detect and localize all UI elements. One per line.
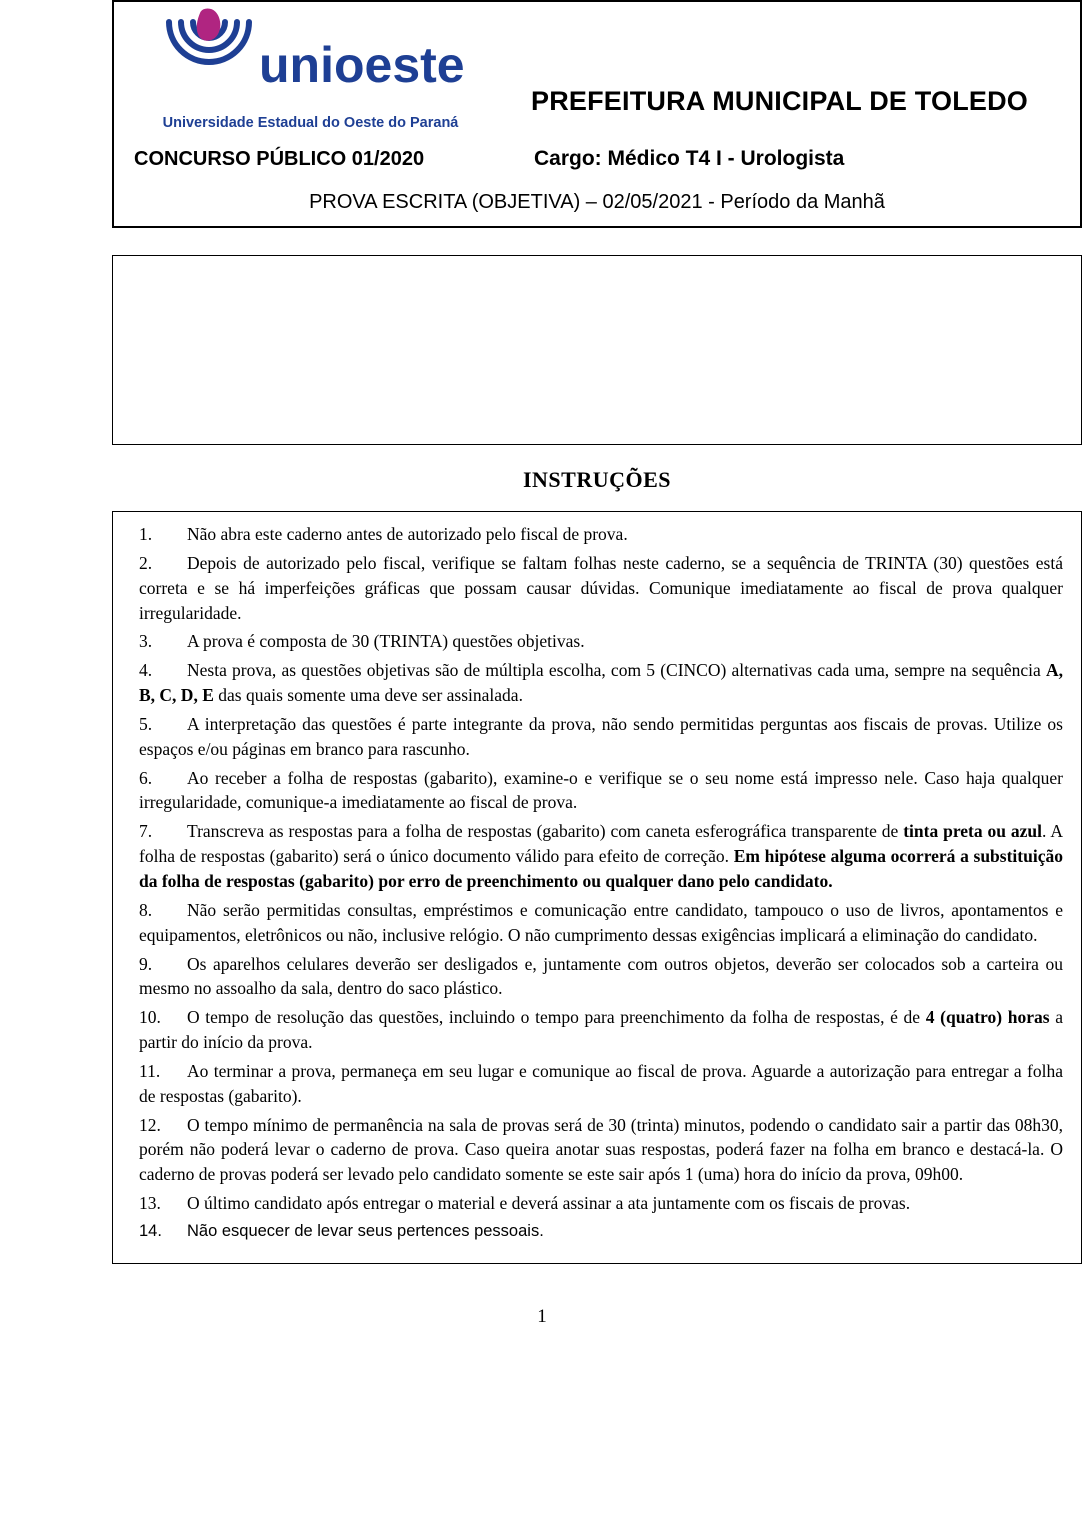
- instruction-item-text: Não serão permitidas consultas, empréstimos e comunicação entre candidato, tampouco o uso de livros, apontamentos e equipamentos, eletrônicos ou não, inclusive relógio. O não cumprimento dessas exigências implicará a eliminação do candidato.: [139, 899, 1063, 945]
- instruction-item-number: 1.: [139, 524, 153, 544]
- instruction-item-number: 9.: [139, 953, 153, 974]
- instruction-item-text: Não esquecer de levar seus pertences pessoais.: [187, 1221, 544, 1240]
- instruction-item-number: 12.: [139, 1114, 161, 1135]
- instruction-item: [139, 551, 1063, 626]
- instruction-item-text: A interpretação das questões é parte integrante da prova, não sendo permitidas perguntas aos fiscais de provas. Utilize os espaços e/ou páginas em branco para rascunho.: [139, 713, 1063, 759]
- instruction-item: [139, 952, 1063, 1002]
- header-mid-row: [128, 147, 1066, 171]
- exam-date-line: PROVA ESCRITA (OBJETIVA) – 02/05/2021 - Período da Manhã: [309, 191, 885, 213]
- instruction-item: [139, 1059, 1063, 1109]
- instruction-item-text: Não abra este caderno antes de autorizado pelo fiscal de prova.: [187, 524, 628, 544]
- instruction-item: [139, 712, 1063, 762]
- instruction-item-text: a partir do início da prova.: [139, 1007, 1063, 1053]
- instruction-item: [139, 1113, 1063, 1188]
- cargo-label: Cargo: Médico T4 I - Urologista: [534, 147, 845, 170]
- instruction-item-number: 5.: [139, 713, 153, 734]
- instruction-item-text: O último candidato após entregar o material e deverá assinar a ata juntamente com os fiscais de provas.: [187, 1193, 911, 1214]
- instruction-item: [139, 1005, 1063, 1055]
- instruction-item-text: das quais somente uma deve ser assinalada.: [213, 685, 523, 706]
- header-box: [112, 0, 1082, 228]
- instruction-item-number: 8.: [139, 899, 153, 920]
- header-top-row: [128, 8, 1066, 131]
- contest-label: CONCURSO PÚBLICO 01/2020: [134, 148, 425, 170]
- instruction-item-text: tinta preta ou azul: [903, 821, 1043, 842]
- instruction-item-number: 2.: [139, 552, 153, 573]
- instruction-item-number: 10.: [139, 1007, 161, 1028]
- logo-wordmark: unioeste: [258, 37, 465, 93]
- instruction-item: [139, 766, 1063, 816]
- page-title: PREFEITURA MUNICIPAL DE TOLEDO: [530, 86, 1029, 116]
- instruction-item: [139, 522, 1063, 547]
- instruction-item: [139, 1191, 1063, 1216]
- instruction-item: [139, 819, 1063, 894]
- unioeste-logo-icon: [141, 8, 481, 108]
- instruction-item: [139, 658, 1063, 708]
- instruction-item-text: O tempo de resolução das questões, incluindo o tempo para preenchimento da folha de respostas, é de: [187, 1007, 926, 1028]
- instruction-item-number: 4.: [139, 660, 153, 681]
- instruction-item-text: Nesta prova, as questões objetivas são de múltipla escolha, com 5 (CINCO) alternativas cada uma, sempre na sequência: [187, 660, 1046, 681]
- page-number: 1: [537, 1306, 547, 1328]
- instruction-item-text: 4 (quatro) horas: [925, 1007, 1050, 1028]
- logo-subtitle: Universidade Estadual do Oeste do Paraná: [162, 115, 459, 131]
- instruction-item: [139, 898, 1063, 948]
- instruction-item-number: 3.: [139, 631, 153, 652]
- instruction-item-text: O tempo mínimo de permanência na sala de provas será de 30 (trinta) minutos, podendo o candidato sair a partir das 08h30, porém não poderá levar o caderno de prova. Caso queira anotar suas respostas, poderá fazer na folha em branco e destacá-la. O caderno de provas poderá ser levado pelo candidato somente se este sair após 1 (uma) hora do início da prova, 09h00.: [139, 1114, 1063, 1185]
- instruction-item-text: Depois de autorizado pelo fiscal, verifique se faltam folhas neste caderno, se a sequência de TRINTA (30) questões está correta e se há imperfeições gráficas que possam causar dúvidas. Comunique imediatamente ao fiscal de prova qualquer irregularidade.: [139, 552, 1063, 623]
- instructions-heading: INSTRUÇÕES: [522, 467, 672, 492]
- instruction-item-text: Transcreva as respostas para a folha de respostas (gabarito) com caneta esferográfica transparente de: [187, 821, 904, 842]
- unioeste-logo-block: [128, 8, 493, 131]
- instruction-item-text: . A folha de respostas (gabarito) será o único documento válido para efeito de correção.: [139, 821, 1063, 867]
- instruction-item-number: 14.: [139, 1221, 162, 1240]
- candidate-info-box: [112, 255, 1082, 445]
- instruction-item-text: Em hipótese alguma ocorrerá a substituição da folha de respostas (gabarito) por erro de preenchimento ou qualquer dano pelo candidato.: [139, 846, 1063, 891]
- instruction-item-number: 13.: [139, 1193, 161, 1214]
- instruction-item: [139, 629, 1063, 654]
- instruction-item-text: A prova é composta de 30 (TRINTA) questões objetivas.: [187, 631, 585, 652]
- instruction-item-text: Ao receber a folha de respostas (gabarito), examine-o e verifique se o seu nome está impresso nele. Caso haja qualquer irregularidade, comunique-a imediatamente ao fiscal de prova.: [139, 767, 1063, 813]
- instruction-item-text: Os aparelhos celulares deverão ser desligados e, juntamente com outros objetos, deverão ser colocados sob a carteira ou mesmo no assoalho da sala, dentro do saco plástico.: [139, 953, 1063, 999]
- instruction-item-number: 11.: [139, 1060, 161, 1081]
- instruction-item: [139, 1220, 1063, 1243]
- instruction-item-text: Ao terminar a prova, permaneça em seu lugar e comunique ao fiscal de prova. Aguarde a autorização para entregar a folha de respostas (gabarito).: [139, 1060, 1063, 1106]
- instruction-item-number: 7.: [139, 821, 153, 842]
- instruction-item-text: A, B, C, D, E: [139, 660, 1063, 706]
- instructions-list: [112, 511, 1082, 1264]
- instruction-item-number: 6.: [139, 767, 153, 788]
